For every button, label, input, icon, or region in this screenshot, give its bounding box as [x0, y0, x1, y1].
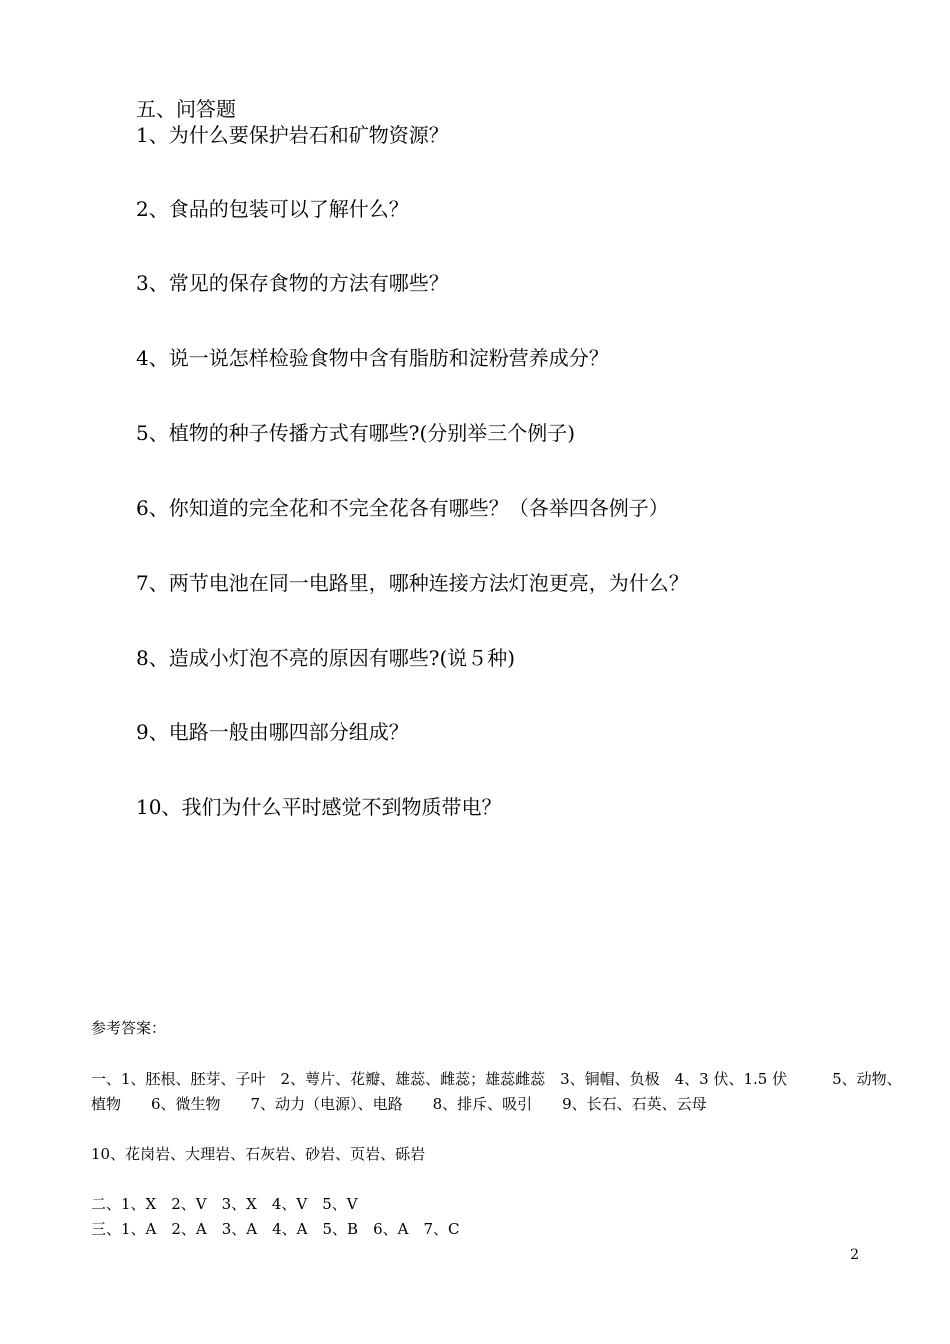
question-8: 8、造成小灯泡不亮的原因有哪些?(说５种) [136, 646, 516, 670]
question-10: 10、我们为什么平时感觉不到物质带电？ [136, 795, 502, 819]
question-7: 7、两节电池在同一电路里，哪种连接方法灯泡更亮，为什么？ [136, 571, 689, 595]
answers-title: 参考答案： [91, 1019, 167, 1037]
question-3: 3、常见的保存食物的方法有哪些？ [136, 271, 449, 295]
section-title: 五、问答题 [136, 97, 236, 121]
answer-line-3: 10、花岗岩、大理岩、石灰岩、砂岩、页岩、砾岩 [91, 1145, 426, 1163]
question-2: 2、食品的包装可以了解什么？ [136, 197, 409, 221]
answer-line-5: 三、1、A 2、A 3、A 4、A 5、B 6、A 7、C [91, 1220, 460, 1238]
answer-line-1: 一、1、胚根、胚芽、子叶 2、萼片、花瓣、雄蕊、雌蕊；雄蕊雌蕊 3、铜帽、负极 4、3 伏、1.5 伏 5、动物、 [91, 1070, 902, 1088]
question-9: 9、电路一般由哪四部分组成？ [136, 720, 409, 744]
question-6: 6、你知道的完全花和不完全花各有哪些？（各举四各例子） [136, 496, 669, 520]
answer-line-2: 植物 6、微生物 7、动力（电源）、电路 8、排斥、吸引 9、长石、石英、云母 [91, 1095, 707, 1113]
question-5: 5、植物的种子传播方式有哪些?(分别举三个例子) [136, 421, 576, 445]
page-number: 2 [850, 1247, 859, 1263]
question-4: 4、说一说怎样检验食物中含有脂肪和淀粉营养成分？ [136, 346, 609, 370]
answer-line-4: 二、1、X 2、V 3、X 4、V 5、V [91, 1195, 358, 1213]
question-1: 1、为什么要保护岩石和矿物资源？ [136, 123, 449, 147]
